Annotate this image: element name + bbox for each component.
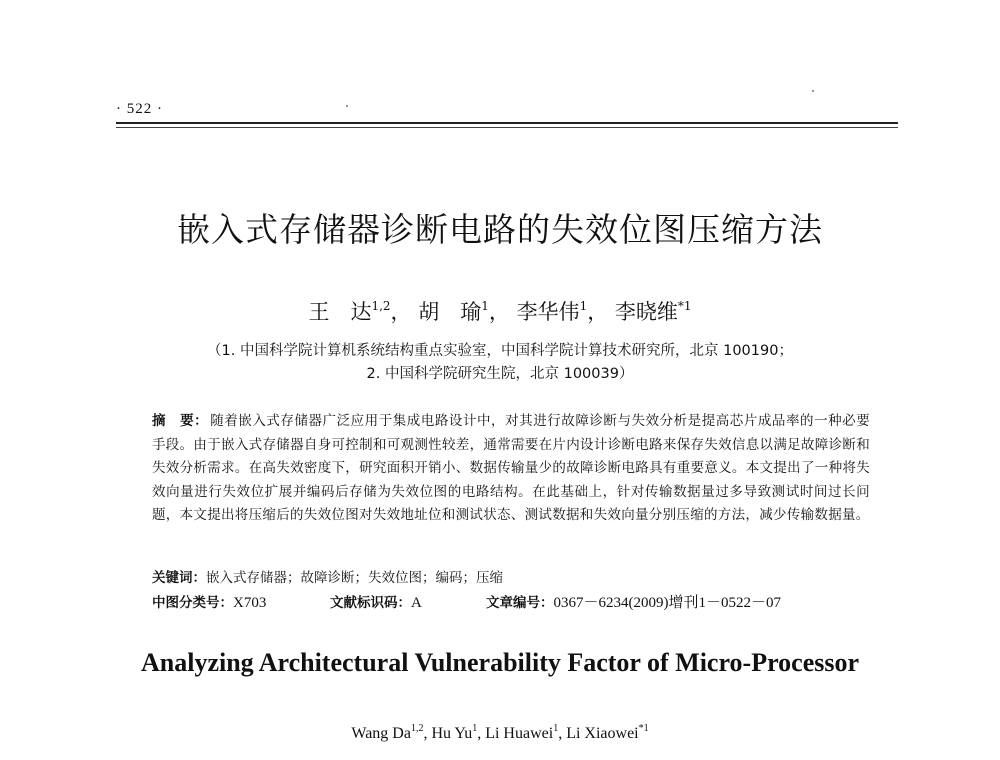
author-affil-sup: 1 (472, 723, 478, 734)
article-number (486, 591, 781, 612)
keywords-text: 嵌入式存储器；故障诊断；失效位图；编码；压缩 (206, 570, 503, 586)
document-code (330, 591, 422, 612)
author-sep: , (423, 725, 432, 742)
abstract-label: 摘 要： (152, 413, 209, 429)
scan-speck (812, 90, 814, 92)
affiliations (0, 340, 1000, 386)
author-affil-sup: 1,2 (410, 723, 424, 734)
author-name: 王 达 (308, 300, 372, 324)
author-name: Wang Da (351, 725, 411, 742)
author-affil-sup: 1 (481, 299, 489, 313)
chinese-authors (0, 296, 1000, 326)
header-rule-thick (116, 122, 898, 124)
author-sep: ， (488, 300, 510, 324)
class-label: 中图分类号： (152, 595, 233, 611)
author-name: 李晓维 (614, 300, 678, 324)
article-no-label: 文章编号： (486, 595, 554, 611)
doc-code-value: A (411, 595, 422, 611)
keywords-label: 关键词： (152, 570, 206, 586)
author-name: Hu Yu (431, 725, 473, 742)
author-name: 李华伟 (516, 300, 580, 324)
author-name: Li Xiaowei (566, 725, 639, 742)
header-rule-thin (116, 127, 898, 128)
affiliation-line-2: 2. 中国科学院研究生院，北京 100039） (366, 366, 634, 382)
english-title: Analyzing Architectural Vulnerability Factor of Micro-Processor (140, 648, 860, 677)
keywords (152, 566, 503, 586)
author-sep: ， (390, 300, 412, 324)
affiliation-line-1: （1. 中国科学院计算机系统结构重点实验室，中国科学院计算技术研究所，北京 100190； (207, 343, 793, 359)
abstract (152, 410, 870, 528)
class-value: X703 (233, 595, 267, 611)
classification-number (152, 591, 266, 612)
author-name: 胡 瑜 (418, 300, 482, 324)
english-authors (0, 725, 1000, 743)
author-affil-sup: 1 (553, 723, 559, 734)
author-sep: , (558, 725, 567, 742)
author-sep: , (477, 725, 486, 742)
page-number: · 522 · (116, 101, 163, 117)
chinese-title: 嵌入式存储器诊断电路的失效位图压缩方法 (177, 210, 823, 249)
abstract-text: 随着嵌入式存储器广泛应用于集成电路设计中，对其进行故障诊断与失效分析是提高芯片成品率的一种必要手段。由于嵌入式存储器自身可控制和可观测性较差，通常需要在片内设计诊断电路来保存失效信息以满足故障诊断和失效分析需求。在高失效密度下，研究面积开销小、数据传输量少的故障诊断电路具有重要意义。本文提出了一种将失效向量进行失效位扩展并编码后存储为失效位图的电路结构。在此基础上，针对传输数据量过多导致测试时间过长问题，本文提出将压缩后的失效位图对失效地址位和测试状态、测试数据和失效向量分别压缩的方法，减少传输数据量。 (152, 413, 870, 523)
author-sep: ， (587, 300, 609, 324)
author-name: Li Huawei (485, 725, 554, 742)
author-affil-sup: *1 (638, 723, 649, 734)
article-no-value: 0367－6234(2009)增刊1－0522－07 (553, 595, 781, 611)
author-affil-sup: *1 (677, 299, 692, 313)
author-affil-sup: 1 (579, 299, 588, 313)
author-affil-sup: 1,2 (371, 299, 391, 313)
scan-speck (346, 105, 348, 107)
doc-code-label: 文献标识码： (330, 595, 411, 611)
